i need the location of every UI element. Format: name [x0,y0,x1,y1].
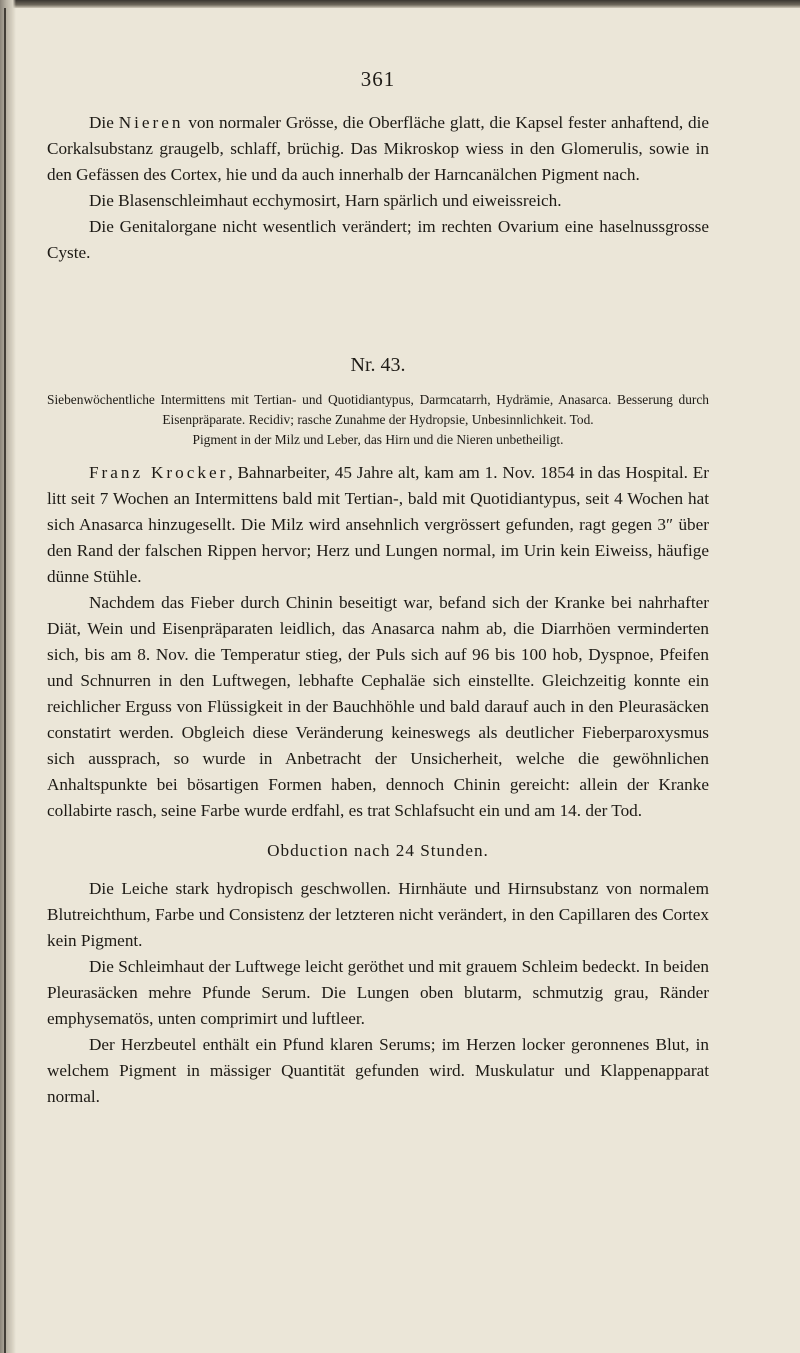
spaced-term-nieren: Nieren [118,113,184,132]
obduction-heading: Obduction nach 24 Stunden. [267,841,489,860]
page-number: 361 [360,67,396,91]
page-content [47,66,709,1110]
case-summary [47,390,709,450]
obduction-paragraph: Die Leiche stark hydropisch geschwollen. Hirnhäute und Hirnsubstanz von normalem Blutreichthum, Farbe und Consistenz der letzteren nicht verändert, in den Capillaren des Cortex kein Pigment. [47,879,709,950]
paragraph-nieren-prefix: Die [89,113,119,132]
case-title: Nr. 43. [350,354,406,376]
case-summary-line: Siebenwöchentliche Intermittens mit Tertian- und Quotidiantypus, Darmcatarrh, Hydrämie, Anasarca. Besserung durch Eisenpräparate. Recidiv; rasche Zunahme der Hydropsie, Unbesinnlichkeit. Tod. [47,392,709,427]
paragraph-nieren-text: von normaler Grösse, die Oberfläche glatt, die Kapsel fester anhaftend, die Corkalsubstanz graugelb, schlaff, brüchig. Das Mikroskop wiess in den Glomerulis, sowie in den Gefässen des Cortex, hie und da auch innerhalb der Harncanälchen Pigment nach. [47,113,709,184]
patient-name: Franz Krocker [89,463,229,482]
obduction-paragraph: Der Herzbeutel enthält ein Pfund klaren Serums; im Herzen locker geronnenes Blut, in welchem Pigment in mässiger Quantität gefunden wird. Muskulatur und Klappenapparat normal. [47,1035,709,1106]
paragraph-nieren [47,110,709,188]
scan-binding-edge [0,0,16,1353]
history-paragraph [47,460,709,590]
history-paragraph-text: , Bahnarbeiter, 45 Jahre alt, kam am 1. Nov. 1854 in das Hospital. Er litt seit 7 Wochen an Intermittens bald mit Tertian-, bald mit Quotidiantypus, seit 4 Wochen hat sich Anasarca hinzugesellt. Die Milz wird ansehnlich vergrössert gefunden, ragt gegen 3″ über den Rand der falschen Rippen hervor; Herz und Lungen normal, im Urin kein Eiweiss, häufige dünne Stühle. [47,463,709,586]
scan-top-edge [0,0,800,8]
paragraph-genitalorgane: Die Genitalorgane nicht wesentlich verändert; im rechten Ovarium eine haselnussgrosse Cyste. [47,217,709,262]
history-paragraph: Nachdem das Fieber durch Chinin beseitigt war, befand sich der Kranke bei nahrhafter Diät, Wein und Eisenpräparaten leidlich, das Anasarca nahm ab, die Diarrhöen verminderten sich, bis am 8. Nov. die Temperatur stieg, der Puls sich auf 96 bis 100 hob, Dyspnoe, Pfeifen und Schnurren in den Luftwegen, lebhafte Cephaläe sich einstellte. Gleichzeitig konnte ein reichlicher Erguss von Flüssigkeit in der Bauchhöhle und bald darauf auch in den Pleurasäcken constatirt werden. Obgleich diese Veränderung keineswegs als deutlicher Fieberparoxysmus sich aussprach, so wurde in Anbetracht der Unsicherheit, welche die gewöhnlichen Anhaltspunkte bei bösartigen Formen haben, dennoch Chinin gereicht: allein der Kranke collabirte rasch, seine Farbe wurde erdfahl, es trat Schlafsucht ein und am 14. der Tod. [47,593,709,820]
case-summary-line: Pigment in der Milz und Leber, das Hirn und die Nieren unbetheiligt. [192,432,564,447]
scan-binding-line [4,8,6,1353]
obduction-paragraph: Die Schleimhaut der Luftwege leicht geröthet und mit grauem Schleim bedeckt. In beiden Pleurasäcken mehre Pfunde Serum. Die Lungen oben blutarm, schmutzig grau, Ränder emphysematös, unten comprimirt und luftleer. [47,957,709,1028]
paragraph-blase: Die Blasenschleimhaut ecchymosirt, Harn spärlich und eiweissreich. [89,191,562,210]
